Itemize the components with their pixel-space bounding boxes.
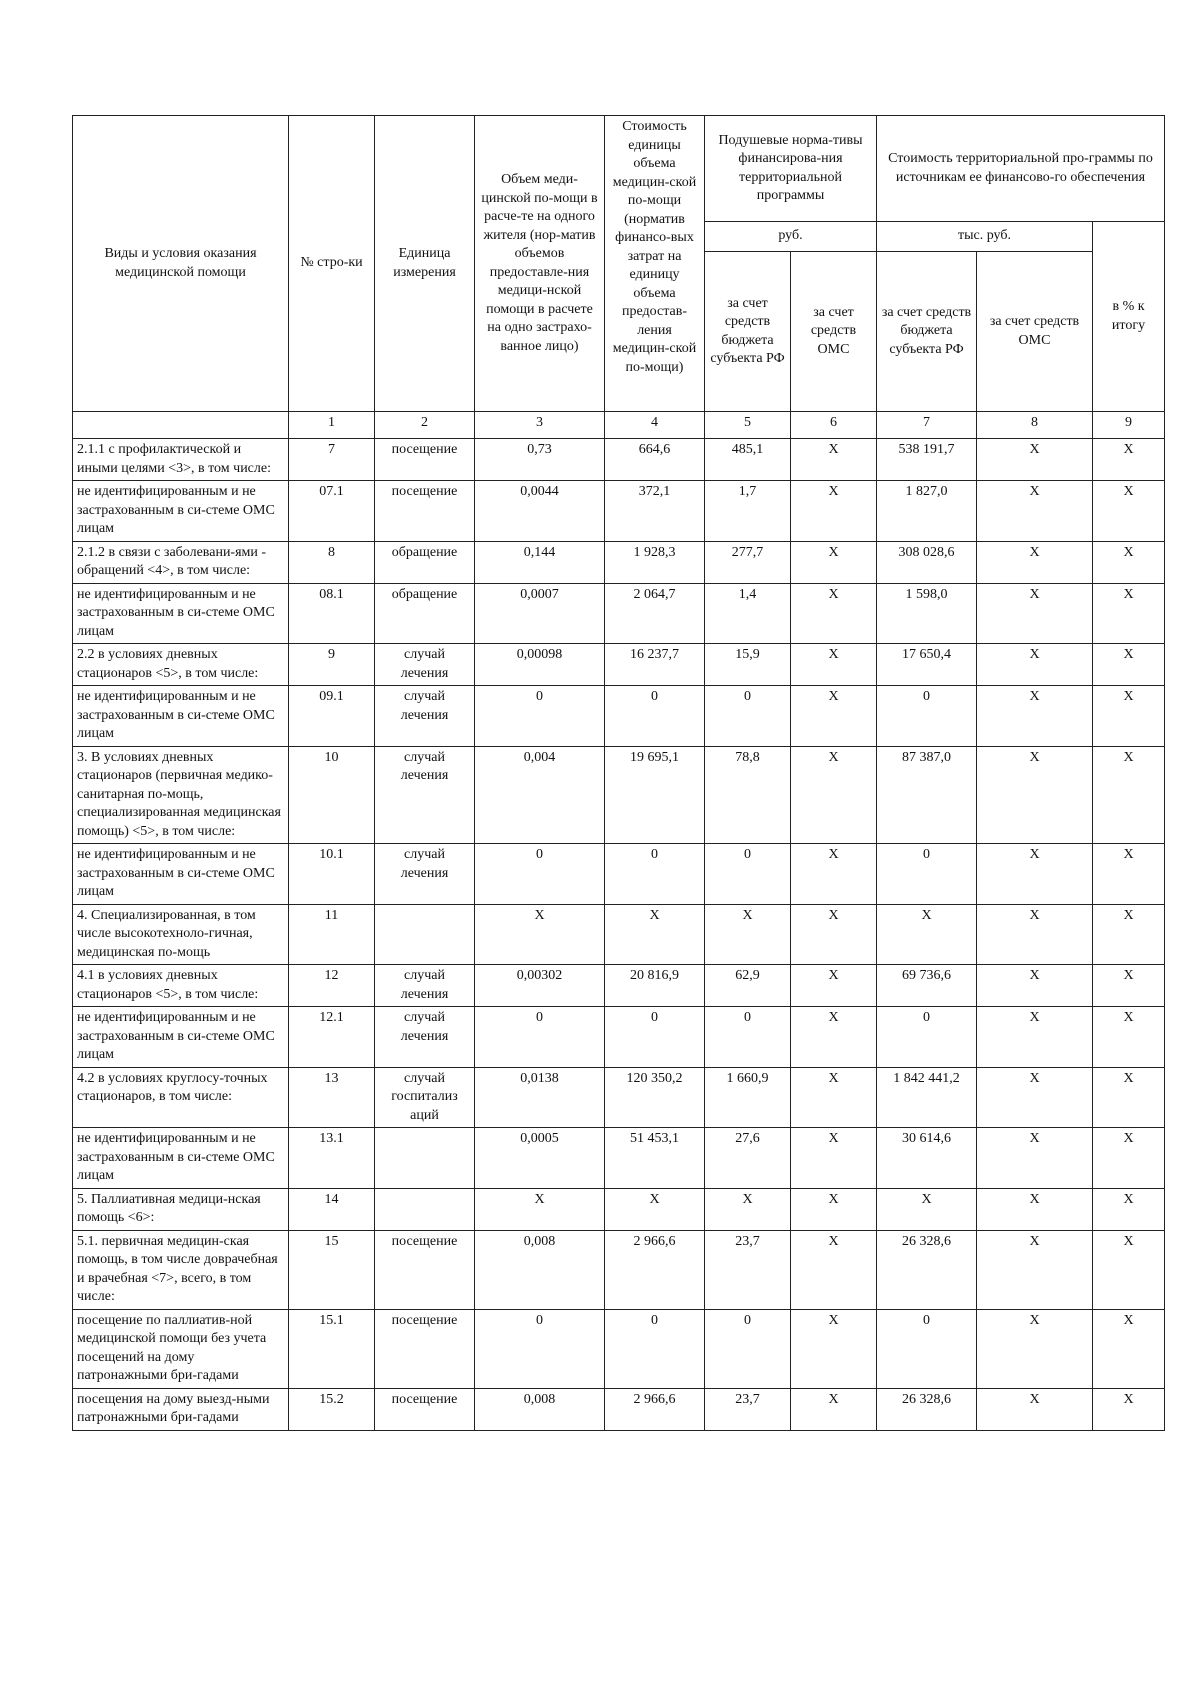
cell-volume: 0,008 bbox=[475, 1388, 605, 1430]
header-oms-thous: за счет средств ОМС bbox=[977, 252, 1093, 412]
cell-budget-rub: 78,8 bbox=[705, 746, 791, 844]
cell-unit-cost: 0 bbox=[605, 1309, 705, 1388]
column-number-row bbox=[73, 412, 1165, 439]
cell-oms-rub: X bbox=[791, 439, 877, 481]
cell-unit: случай лечения bbox=[375, 965, 475, 1007]
table-row bbox=[73, 686, 1165, 747]
financing-table bbox=[72, 115, 1165, 1431]
cell-oms-thous: X bbox=[977, 439, 1093, 481]
cell-kind: не идентифицированным и не застрахованным в си-стеме ОМС лицам bbox=[73, 1128, 289, 1189]
cell-row-number: 11 bbox=[289, 904, 375, 965]
cell-row-number: 7 bbox=[289, 439, 375, 481]
cell-budget-thous: 69 736,6 bbox=[877, 965, 977, 1007]
cell-budget-rub: 23,7 bbox=[705, 1388, 791, 1430]
cell-row-number: 10.1 bbox=[289, 844, 375, 905]
cell-oms-thous: X bbox=[977, 583, 1093, 644]
cell-unit: посещение bbox=[375, 1230, 475, 1309]
header-oms-rub: за счет средств ОМС bbox=[791, 252, 877, 412]
cell-budget-thous: 538 191,7 bbox=[877, 439, 977, 481]
header-percent: в % к итогу bbox=[1093, 222, 1165, 412]
cell-unit-cost: X bbox=[605, 1188, 705, 1230]
cell-unit-cost: 2 966,6 bbox=[605, 1388, 705, 1430]
cell-budget-rub: 15,9 bbox=[705, 644, 791, 686]
table-row bbox=[73, 439, 1165, 481]
cell-unit-cost: 51 453,1 bbox=[605, 1128, 705, 1189]
cell-unit: обращение bbox=[375, 541, 475, 583]
cell-oms-rub: X bbox=[791, 1067, 877, 1128]
cell-budget-thous: 26 328,6 bbox=[877, 1388, 977, 1430]
cell-unit: посещение bbox=[375, 481, 475, 542]
cell-budget-thous: 26 328,6 bbox=[877, 1230, 977, 1309]
table-row bbox=[73, 1230, 1165, 1309]
header-unit: Единица измерения bbox=[375, 116, 475, 412]
table-row bbox=[73, 1007, 1165, 1068]
cell-percent: X bbox=[1093, 844, 1165, 905]
cell-oms-rub: X bbox=[791, 746, 877, 844]
cell-budget-rub: 1,4 bbox=[705, 583, 791, 644]
cell-row-number: 09.1 bbox=[289, 686, 375, 747]
cell-budget-thous: 30 614,6 bbox=[877, 1128, 977, 1189]
cell-kind: 5.1. первичная медицин-ская помощь, в том числе доврачебная и врачебная <7>, всего, в том числе: bbox=[73, 1230, 289, 1309]
cell-budget-rub: 485,1 bbox=[705, 439, 791, 481]
cell-unit: посещение bbox=[375, 1388, 475, 1430]
cell-unit: случай лечения bbox=[375, 686, 475, 747]
cell-budget-rub: X bbox=[705, 1188, 791, 1230]
cell-unit: случай лечения bbox=[375, 844, 475, 905]
cell-kind: не идентифицированным и не застрахованным в си-стеме ОМС лицам bbox=[73, 1007, 289, 1068]
cell-unit-cost: 19 695,1 bbox=[605, 746, 705, 844]
cell-oms-thous: X bbox=[977, 1067, 1093, 1128]
cell-percent: X bbox=[1093, 1230, 1165, 1309]
cell-budget-thous: 17 650,4 bbox=[877, 644, 977, 686]
header-per-capita: Подушевые норма-тивы финансирова-ния территориальной программы bbox=[705, 116, 877, 222]
cell-percent: X bbox=[1093, 1128, 1165, 1189]
column-number: 1 bbox=[289, 412, 375, 439]
cell-budget-thous: 0 bbox=[877, 1007, 977, 1068]
cell-budget-thous: 0 bbox=[877, 844, 977, 905]
cell-percent: X bbox=[1093, 686, 1165, 747]
table-row bbox=[73, 1128, 1165, 1189]
cell-percent: X bbox=[1093, 965, 1165, 1007]
cell-budget-rub: 0 bbox=[705, 1309, 791, 1388]
cell-budget-rub: 1,7 bbox=[705, 481, 791, 542]
cell-oms-rub: X bbox=[791, 965, 877, 1007]
cell-unit-cost: 2 966,6 bbox=[605, 1230, 705, 1309]
cell-oms-thous: X bbox=[977, 1388, 1093, 1430]
cell-row-number: 12 bbox=[289, 965, 375, 1007]
cell-volume: 0,008 bbox=[475, 1230, 605, 1309]
cell-kind: 2.1.1 с профилактической и иными целями <3>, в том числе: bbox=[73, 439, 289, 481]
cell-unit-cost: X bbox=[605, 904, 705, 965]
table-row bbox=[73, 1309, 1165, 1388]
cell-budget-rub: 277,7 bbox=[705, 541, 791, 583]
cell-unit bbox=[375, 904, 475, 965]
cell-percent: X bbox=[1093, 1188, 1165, 1230]
cell-oms-thous: X bbox=[977, 541, 1093, 583]
cell-row-number: 08.1 bbox=[289, 583, 375, 644]
cell-kind: посещения на дому выезд-ными патронажными бри-гадами bbox=[73, 1388, 289, 1430]
cell-budget-thous: 87 387,0 bbox=[877, 746, 977, 844]
cell-oms-thous: X bbox=[977, 1128, 1093, 1189]
cell-volume: 0,73 bbox=[475, 439, 605, 481]
cell-row-number: 8 bbox=[289, 541, 375, 583]
cell-oms-thous: X bbox=[977, 1230, 1093, 1309]
table-row bbox=[73, 481, 1165, 542]
column-number: 9 bbox=[1093, 412, 1165, 439]
header-rub: руб. bbox=[705, 222, 877, 252]
cell-budget-rub: 0 bbox=[705, 844, 791, 905]
cell-row-number: 07.1 bbox=[289, 481, 375, 542]
cell-oms-rub: X bbox=[791, 1309, 877, 1388]
cell-unit-cost: 2 064,7 bbox=[605, 583, 705, 644]
cell-percent: X bbox=[1093, 1388, 1165, 1430]
table-row bbox=[73, 844, 1165, 905]
column-number bbox=[73, 412, 289, 439]
column-number: 2 bbox=[375, 412, 475, 439]
cell-oms-rub: X bbox=[791, 904, 877, 965]
cell-percent: X bbox=[1093, 904, 1165, 965]
cell-oms-thous: X bbox=[977, 481, 1093, 542]
cell-budget-rub: 0 bbox=[705, 1007, 791, 1068]
cell-oms-rub: X bbox=[791, 481, 877, 542]
cell-row-number: 10 bbox=[289, 746, 375, 844]
cell-unit-cost: 20 816,9 bbox=[605, 965, 705, 1007]
cell-oms-rub: X bbox=[791, 686, 877, 747]
column-number: 5 bbox=[705, 412, 791, 439]
table-row bbox=[73, 1067, 1165, 1128]
cell-unit-cost: 16 237,7 bbox=[605, 644, 705, 686]
table-row bbox=[73, 1188, 1165, 1230]
cell-volume: 0,144 bbox=[475, 541, 605, 583]
table-row bbox=[73, 583, 1165, 644]
cell-volume: 0,0007 bbox=[475, 583, 605, 644]
table-body bbox=[73, 439, 1165, 1431]
cell-kind: 5. Паллиативная медици-нская помощь <6>: bbox=[73, 1188, 289, 1230]
cell-kind: не идентифицированным и не застрахованным в си-стеме ОМС лицам bbox=[73, 481, 289, 542]
cell-budget-rub: 0 bbox=[705, 686, 791, 747]
cell-kind: не идентифицированным и не застрахованным в си-стеме ОМС лицам bbox=[73, 583, 289, 644]
cell-oms-rub: X bbox=[791, 583, 877, 644]
cell-kind: 4. Специализированная, в том числе высокотехноло-гичная, медицинская по-мощь bbox=[73, 904, 289, 965]
cell-budget-rub: 62,9 bbox=[705, 965, 791, 1007]
cell-volume: 0 bbox=[475, 844, 605, 905]
cell-budget-thous: 1 827,0 bbox=[877, 481, 977, 542]
cell-percent: X bbox=[1093, 439, 1165, 481]
cell-unit: случай лечения bbox=[375, 644, 475, 686]
cell-oms-rub: X bbox=[791, 1007, 877, 1068]
table-row bbox=[73, 746, 1165, 844]
cell-percent: X bbox=[1093, 1067, 1165, 1128]
cell-kind: 4.1 в условиях дневных стационаров <5>, в том числе: bbox=[73, 965, 289, 1007]
table-header bbox=[73, 116, 1165, 439]
cell-budget-rub: 27,6 bbox=[705, 1128, 791, 1189]
cell-budget-rub: 1 660,9 bbox=[705, 1067, 791, 1128]
table-row bbox=[73, 904, 1165, 965]
cell-oms-thous: X bbox=[977, 1188, 1093, 1230]
cell-oms-thous: X bbox=[977, 965, 1093, 1007]
cell-kind: 3. В условиях дневных стационаров (первичная медико-санитарная по-мощь, специализированная медицинская помощь) <5>, в том числе: bbox=[73, 746, 289, 844]
cell-percent: X bbox=[1093, 583, 1165, 644]
cell-volume: 0,0005 bbox=[475, 1128, 605, 1189]
cell-budget-thous: 308 028,6 bbox=[877, 541, 977, 583]
cell-volume: 0,0044 bbox=[475, 481, 605, 542]
cell-volume: 0,004 bbox=[475, 746, 605, 844]
cell-unit-cost: 0 bbox=[605, 686, 705, 747]
cell-unit: случай госпитализ аций bbox=[375, 1067, 475, 1128]
cell-oms-thous: X bbox=[977, 686, 1093, 747]
cell-budget-thous: X bbox=[877, 1188, 977, 1230]
cell-budget-rub: X bbox=[705, 904, 791, 965]
cell-row-number: 9 bbox=[289, 644, 375, 686]
column-number: 8 bbox=[977, 412, 1093, 439]
cell-percent: X bbox=[1093, 541, 1165, 583]
column-number: 4 bbox=[605, 412, 705, 439]
cell-oms-thous: X bbox=[977, 644, 1093, 686]
header-unit-cost: Стоимость единицы объема медицин-ской по-мощи (норматив финансо-вых затрат на единицу объема предостав-ления медицин-ской по-мощи) bbox=[605, 116, 705, 412]
cell-oms-rub: X bbox=[791, 644, 877, 686]
cell-unit-cost: 1 928,3 bbox=[605, 541, 705, 583]
cell-oms-thous: X bbox=[977, 904, 1093, 965]
cell-kind: не идентифицированным и не застрахованным в си-стеме ОМС лицам bbox=[73, 844, 289, 905]
cell-unit: обращение bbox=[375, 583, 475, 644]
cell-oms-rub: X bbox=[791, 844, 877, 905]
header-row-number: № стро-ки bbox=[289, 116, 375, 412]
cell-unit-cost: 372,1 bbox=[605, 481, 705, 542]
cell-row-number: 12.1 bbox=[289, 1007, 375, 1068]
cell-unit-cost: 0 bbox=[605, 1007, 705, 1068]
cell-volume: 0,00302 bbox=[475, 965, 605, 1007]
table-row bbox=[73, 541, 1165, 583]
cell-volume: 0,0138 bbox=[475, 1067, 605, 1128]
cell-row-number: 13 bbox=[289, 1067, 375, 1128]
header-kind: Виды и условия оказания медицинской помощи bbox=[73, 116, 289, 412]
cell-unit: посещение bbox=[375, 439, 475, 481]
cell-unit-cost: 664,6 bbox=[605, 439, 705, 481]
cell-unit-cost: 0 bbox=[605, 844, 705, 905]
cell-unit bbox=[375, 1188, 475, 1230]
table-row bbox=[73, 644, 1165, 686]
cell-unit bbox=[375, 1128, 475, 1189]
cell-volume: 0,00098 bbox=[475, 644, 605, 686]
cell-volume: X bbox=[475, 1188, 605, 1230]
cell-percent: X bbox=[1093, 1309, 1165, 1388]
cell-volume: 0 bbox=[475, 686, 605, 747]
column-number: 7 bbox=[877, 412, 977, 439]
header-volume: Объем меди-цинской по-мощи в расче-те на одного жителя (нор-матив объемов предоставле-ния медици-нской помощи в расчете на одно застрахо-ванное лицо) bbox=[475, 116, 605, 412]
cell-volume: X bbox=[475, 904, 605, 965]
cell-budget-thous: X bbox=[877, 904, 977, 965]
table-row bbox=[73, 965, 1165, 1007]
header-budget-rub: за счет средств бюджета субъекта РФ bbox=[705, 252, 791, 412]
cell-oms-thous: X bbox=[977, 1309, 1093, 1388]
cell-percent: X bbox=[1093, 644, 1165, 686]
cell-row-number: 13.1 bbox=[289, 1128, 375, 1189]
cell-budget-thous: 0 bbox=[877, 686, 977, 747]
column-number: 6 bbox=[791, 412, 877, 439]
cell-kind: 2.1.2 в связи с заболевани-ями - обращений <4>, в том числе: bbox=[73, 541, 289, 583]
cell-unit: посещение bbox=[375, 1309, 475, 1388]
cell-budget-thous: 1 842 441,2 bbox=[877, 1067, 977, 1128]
cell-budget-thous: 1 598,0 bbox=[877, 583, 977, 644]
cell-row-number: 14 bbox=[289, 1188, 375, 1230]
header-budget-thous: за счет средств бюджета субъекта РФ bbox=[877, 252, 977, 412]
cell-kind: посещение по паллиатив-ной медицинской помощи без учета посещений на дому патронажными бри-гадами bbox=[73, 1309, 289, 1388]
column-number: 3 bbox=[475, 412, 605, 439]
table-row bbox=[73, 1388, 1165, 1430]
cell-row-number: 15.2 bbox=[289, 1388, 375, 1430]
header-program-cost: Стоимость территориальной про-граммы по источникам ее финансово-го обеспечения bbox=[877, 116, 1165, 222]
cell-oms-rub: X bbox=[791, 541, 877, 583]
cell-oms-rub: X bbox=[791, 1230, 877, 1309]
cell-budget-rub: 23,7 bbox=[705, 1230, 791, 1309]
cell-percent: X bbox=[1093, 481, 1165, 542]
cell-kind: 2.2 в условиях дневных стационаров <5>, в том числе: bbox=[73, 644, 289, 686]
cell-unit-cost: 120 350,2 bbox=[605, 1067, 705, 1128]
cell-oms-rub: X bbox=[791, 1388, 877, 1430]
cell-kind: 4.2 в условиях круглосу-точных стационаров, в том числе: bbox=[73, 1067, 289, 1128]
cell-percent: X bbox=[1093, 746, 1165, 844]
cell-oms-rub: X bbox=[791, 1188, 877, 1230]
cell-percent: X bbox=[1093, 1007, 1165, 1068]
cell-row-number: 15 bbox=[289, 1230, 375, 1309]
cell-unit: случай лечения bbox=[375, 746, 475, 844]
cell-oms-rub: X bbox=[791, 1128, 877, 1189]
cell-unit: случай лечения bbox=[375, 1007, 475, 1068]
cell-budget-thous: 0 bbox=[877, 1309, 977, 1388]
cell-oms-thous: X bbox=[977, 844, 1093, 905]
cell-row-number: 15.1 bbox=[289, 1309, 375, 1388]
cell-oms-thous: X bbox=[977, 1007, 1093, 1068]
cell-volume: 0 bbox=[475, 1007, 605, 1068]
cell-kind: не идентифицированным и не застрахованным в си-стеме ОМС лицам bbox=[73, 686, 289, 747]
cell-volume: 0 bbox=[475, 1309, 605, 1388]
cell-oms-thous: X bbox=[977, 746, 1093, 844]
header-thous-rub: тыс. руб. bbox=[877, 222, 1093, 252]
